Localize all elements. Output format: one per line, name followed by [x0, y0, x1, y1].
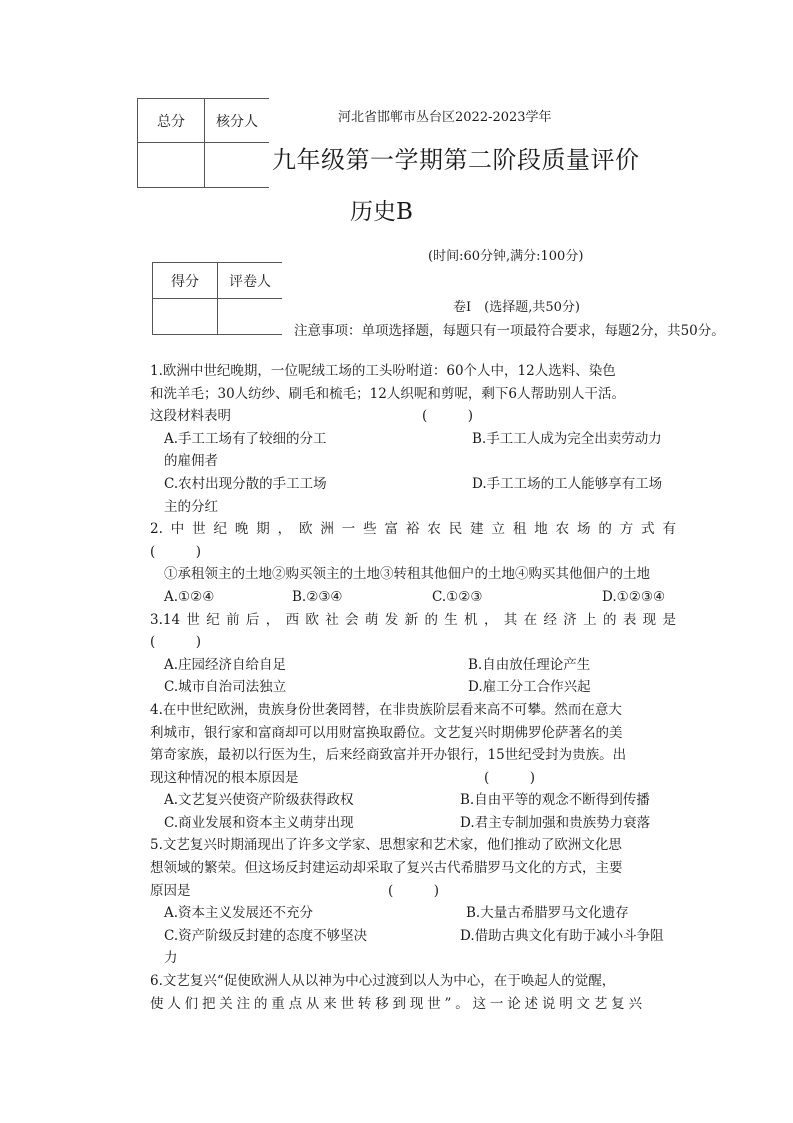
score-cell-grader[interactable] [218, 299, 283, 335]
q3-option-c[interactable]: C.城市自治司法独立 [164, 679, 287, 696]
q2-option-a[interactable]: A.①②④ [164, 588, 215, 605]
score-header-total: 总分 [138, 99, 205, 143]
q1-stem-line3: 这段材料表明 [150, 408, 231, 425]
q1-stem-line1: 1.欧洲中世纪晚期，一位呢绒工场的工头吩咐道：60个人中，12人选料、染色 [150, 363, 616, 379]
q3-stem: 3.14世纪前后，西欧社会萌发新的生机，其在经济上的表现是 [150, 611, 676, 628]
q1-answer-paren[interactable]: ( ) [422, 408, 474, 425]
q3-option-a[interactable]: A.庄园经济自给自足 [164, 656, 287, 673]
q1-option-b[interactable]: B.手工工人成为完全出卖劳动力 [472, 430, 662, 447]
q3-option-d[interactable]: D.雇工分工合作兴起 [468, 679, 591, 696]
section-label: 卷Ⅰ (选择题,共50分) [453, 300, 580, 315]
q6-stem-line1: 6.文艺复兴“促使欧洲人从以神为中心过渡到以人为中心，在于唤起人的觉醒， [150, 973, 616, 990]
q3-answer-paren[interactable]: ( ) [150, 634, 202, 651]
q1-option-a[interactable]: A.手工工场有了较细的分工 [164, 430, 327, 447]
score-cell-total[interactable] [138, 143, 205, 188]
q5-option-a[interactable]: A.资本主义发展还不充分 [164, 905, 314, 922]
q2-stem: 2.中世纪晚期，欧洲一些富裕农民建立租地农场的方式有 [150, 521, 676, 538]
q2-items: ①承租领主的土地②购买领主的土地③转租其他佃户的土地④购买其他佃户的土地 [164, 566, 650, 583]
q5-stem-line1: 5.文艺复兴时期涌现出了许多文学家、思想家和艺术家，他们推动了欧洲文化思 [150, 837, 622, 854]
q4-option-a[interactable]: A.文艺复兴使资产阶级获得政权 [164, 792, 354, 809]
q5-option-b[interactable]: B.大量古希腊罗马文化遗存 [466, 905, 629, 922]
q1-stem-line2: 和洗羊毛；30人纺纱、刷毛和梳毛；12人织呢和剪呢，剩下6人帮助别人干活。 [150, 385, 625, 402]
q4-option-d[interactable]: D.君主专制加强和贵族势力衰落 [460, 814, 651, 831]
exam-time-info: (时间:60分钟,满分:100分) [428, 249, 584, 264]
q4-stem-line1: 4.在中世纪欧洲，贵族身份世袭罔替，在非贵族阶层看来高不可攀。然而在意大 [150, 701, 622, 718]
q2-option-c[interactable]: C.①②③ [432, 588, 483, 605]
q5-stem-line3: 原因是 [150, 882, 191, 899]
q3-option-b[interactable]: B.自由放任理论产生 [468, 656, 591, 673]
q5-option-d[interactable]: D.借助古典文化有助于减小斗争阻 [460, 927, 664, 944]
q4-stem-line2: 利城市，银行家和富商却可以用财富换取爵位。文艺复兴时期佛罗伦萨著名的美 [150, 724, 623, 741]
q5-option-d-cont: 力 [164, 950, 178, 967]
q2-answer-paren[interactable]: ( ) [150, 543, 202, 560]
score-header-checker: 核分人 [205, 99, 270, 143]
q4-option-b[interactable]: B.自由平等的观念不断得到传播 [460, 792, 650, 809]
q5-stem-line2: 想领域的繁荣。但这场反封建运动却采取了复兴古代希腊罗马文化的方式，主要 [150, 860, 623, 877]
exam-subtitle: 河北省邯郸市丛台区2022-2023学年 [338, 110, 552, 125]
q1-option-c[interactable]: C.农村出现分散的手工工场 [164, 475, 327, 492]
score-cell-score[interactable] [153, 299, 218, 335]
q2-option-d[interactable]: D.①②③④ [602, 588, 666, 605]
score-table-total [137, 98, 269, 188]
score-cell-checker[interactable] [205, 143, 270, 188]
exam-title: 九年级第一学期第二阶段质量评价 [272, 146, 640, 174]
q1-option-d-cont: 主的分红 [164, 498, 218, 515]
score-header-grader: 评卷人 [218, 263, 283, 299]
score-table-section [152, 262, 282, 335]
q5-answer-paren[interactable]: ( ) [388, 882, 440, 899]
q5-option-c[interactable]: C.资产阶级反封建的态度不够坚决 [164, 927, 368, 944]
score-header-score: 得分 [153, 263, 218, 299]
exam-subject: 历史B [350, 199, 413, 225]
question-list [150, 360, 680, 1015]
q6-stem-line2: 使人们把关注的重点从来世转移到现世”。这一论述说明文艺复兴 [150, 995, 642, 1012]
section-note: 注意事项：单项选择题，每题只有一项最符合要求，每题2分，共50分。 [294, 323, 725, 339]
q1-option-d[interactable]: D.手工工场的工人能够享有工场 [472, 475, 663, 492]
q4-stem-line3: 第奇家族，最初以行医为生，后来经商致富并开办银行，15世纪受封为贵族。出 [150, 747, 627, 764]
q1-option-a-cont: 的雇佣者 [164, 453, 218, 470]
q4-answer-paren[interactable]: ( ) [484, 769, 536, 786]
q4-option-c[interactable]: C.商业发展和资本主义萌芽出现 [164, 814, 354, 831]
q4-stem-line4: 现这种情况的根本原因是 [150, 769, 299, 786]
q2-option-b[interactable]: B.②③④ [292, 588, 343, 605]
